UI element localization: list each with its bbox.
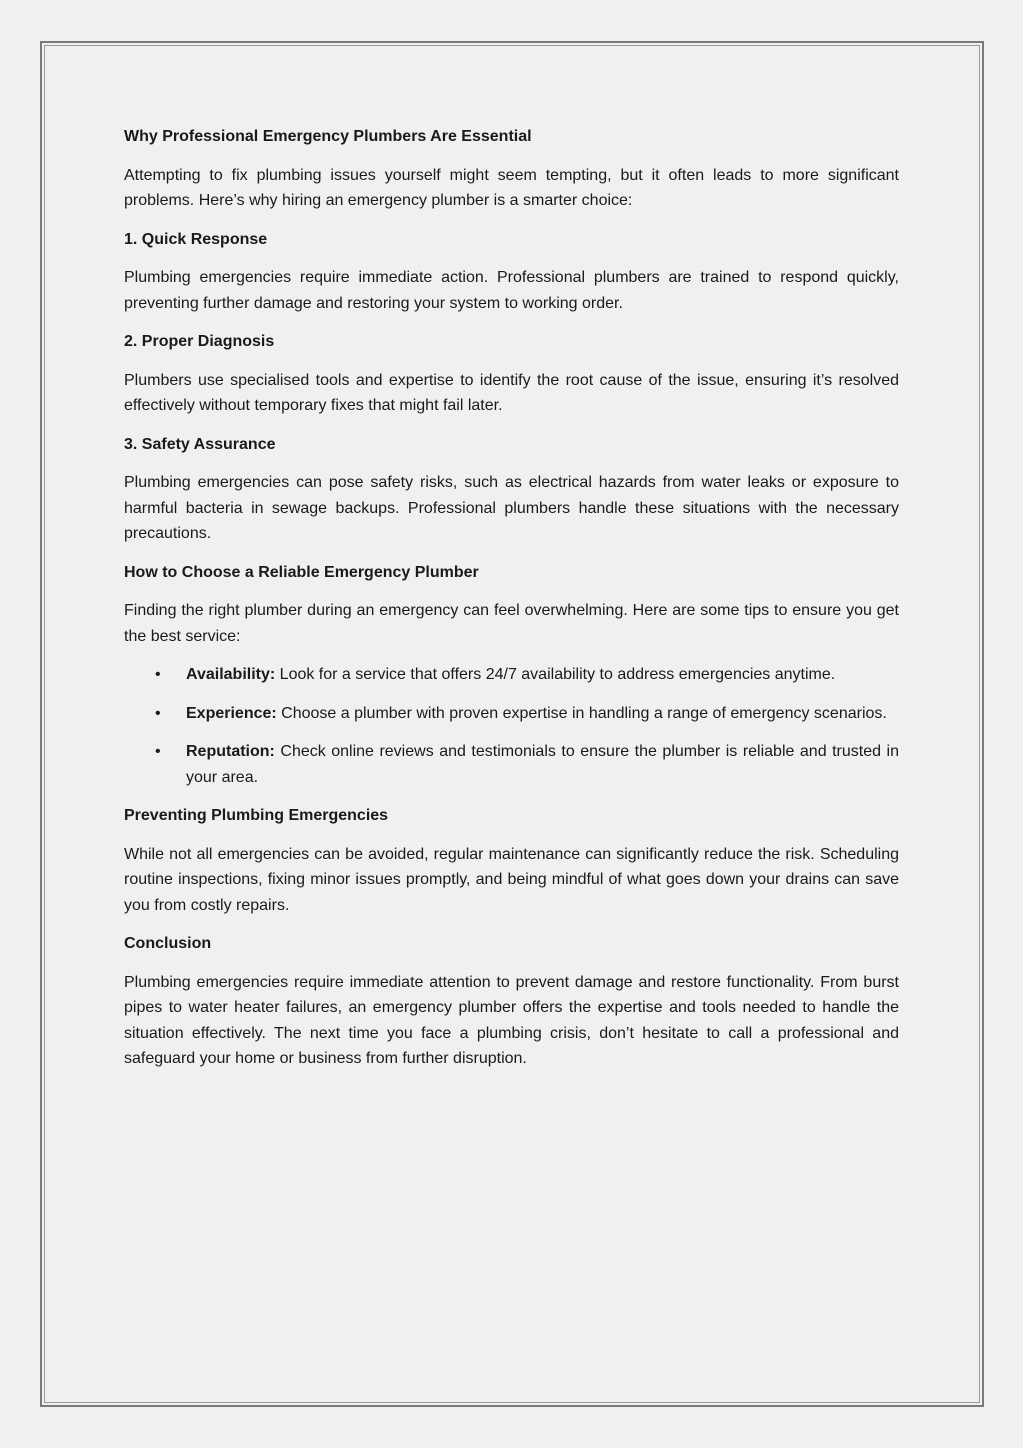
document-body bbox=[124, 124, 899, 1085]
list-item bbox=[124, 662, 899, 688]
bullet-icon: • bbox=[155, 704, 161, 722]
section-paragraph-quick-response: Plumbing emergencies require immediate action. Professional plumbers are trained to respond quickly, preventing further damage and restoring your system to working order. bbox=[124, 269, 899, 312]
section-paragraph-preventing: While not all emergencies can be avoided, regular maintenance can significantly reduce the risk. Scheduling routine inspections, fixing minor issues promptly, and being mindful of what goes down your drains can save you from costly repairs. bbox=[124, 845, 899, 914]
section-heading-quick-response: 1. Quick Response bbox=[124, 230, 268, 248]
bullet-icon: • bbox=[155, 743, 161, 760]
section-heading-conclusion: Conclusion bbox=[124, 935, 212, 952]
tip-text: Check online reviews and testimonials to ensure the plumber is reliable and trusted in your area. bbox=[186, 743, 899, 786]
section-heading-safety-assurance: 3. Safety Assurance bbox=[124, 435, 276, 453]
section-heading-proper-diagnosis: 2. Proper Diagnosis bbox=[124, 333, 275, 350]
tip-label: Availability: bbox=[186, 666, 276, 683]
section-paragraph-choose-plumber: Finding the right plumber during an emergency can feel overwhelming. Here are some tips to ensure you get the best service: bbox=[124, 602, 899, 645]
list-item bbox=[124, 739, 899, 790]
bullet-icon: • bbox=[155, 666, 161, 683]
tip-text: Choose a plumber with proven expertise in handling a range of emergency scenarios. bbox=[276, 704, 887, 722]
tip-label: Reputation: bbox=[186, 743, 275, 760]
section-paragraph-safety-assurance: Plumbing emergencies can pose safety risks, such as electrical hazards from water leaks or exposure to harmful bacteria in sewage backups. Professional plumbers handle these situations with the necessary precautions. bbox=[124, 474, 899, 542]
section-heading-why-professional: Why Professional Emergency Plumbers Are Essential bbox=[124, 128, 532, 145]
section-heading-preventing: Preventing Plumbing Emergencies bbox=[124, 807, 389, 824]
tips-list bbox=[124, 662, 899, 790]
section-paragraph-conclusion: Plumbing emergencies require immediate attention to prevent damage and restore functionality. From burst pipes to water heater failures, an emergency plumber offers the expertise and tools needed to handle the situation effectively. The next time you face a plumbing crisis, don’t hesitate to call a professional and safeguard your home or business from further disruption. bbox=[124, 973, 899, 1067]
section-paragraph-proper-diagnosis: Plumbers use specialised tools and expertise to identify the root cause of the issue, ensuring it’s resolved effectively without temporary fixes that might fail later. bbox=[124, 371, 899, 414]
list-item bbox=[124, 701, 899, 727]
tip-text: Look for a service that offers 24/7 availability to address emergencies anytime. bbox=[275, 666, 836, 683]
tip-label: Experience: bbox=[186, 704, 277, 722]
section-heading-choose-plumber: How to Choose a Reliable Emergency Plumber bbox=[124, 563, 479, 581]
section-paragraph-why-professional: Attempting to fix plumbing issues yourself might seem tempting, but it often leads to more significant problems. Here’s why hiring an emergency plumber is a smarter choice: bbox=[124, 166, 899, 209]
